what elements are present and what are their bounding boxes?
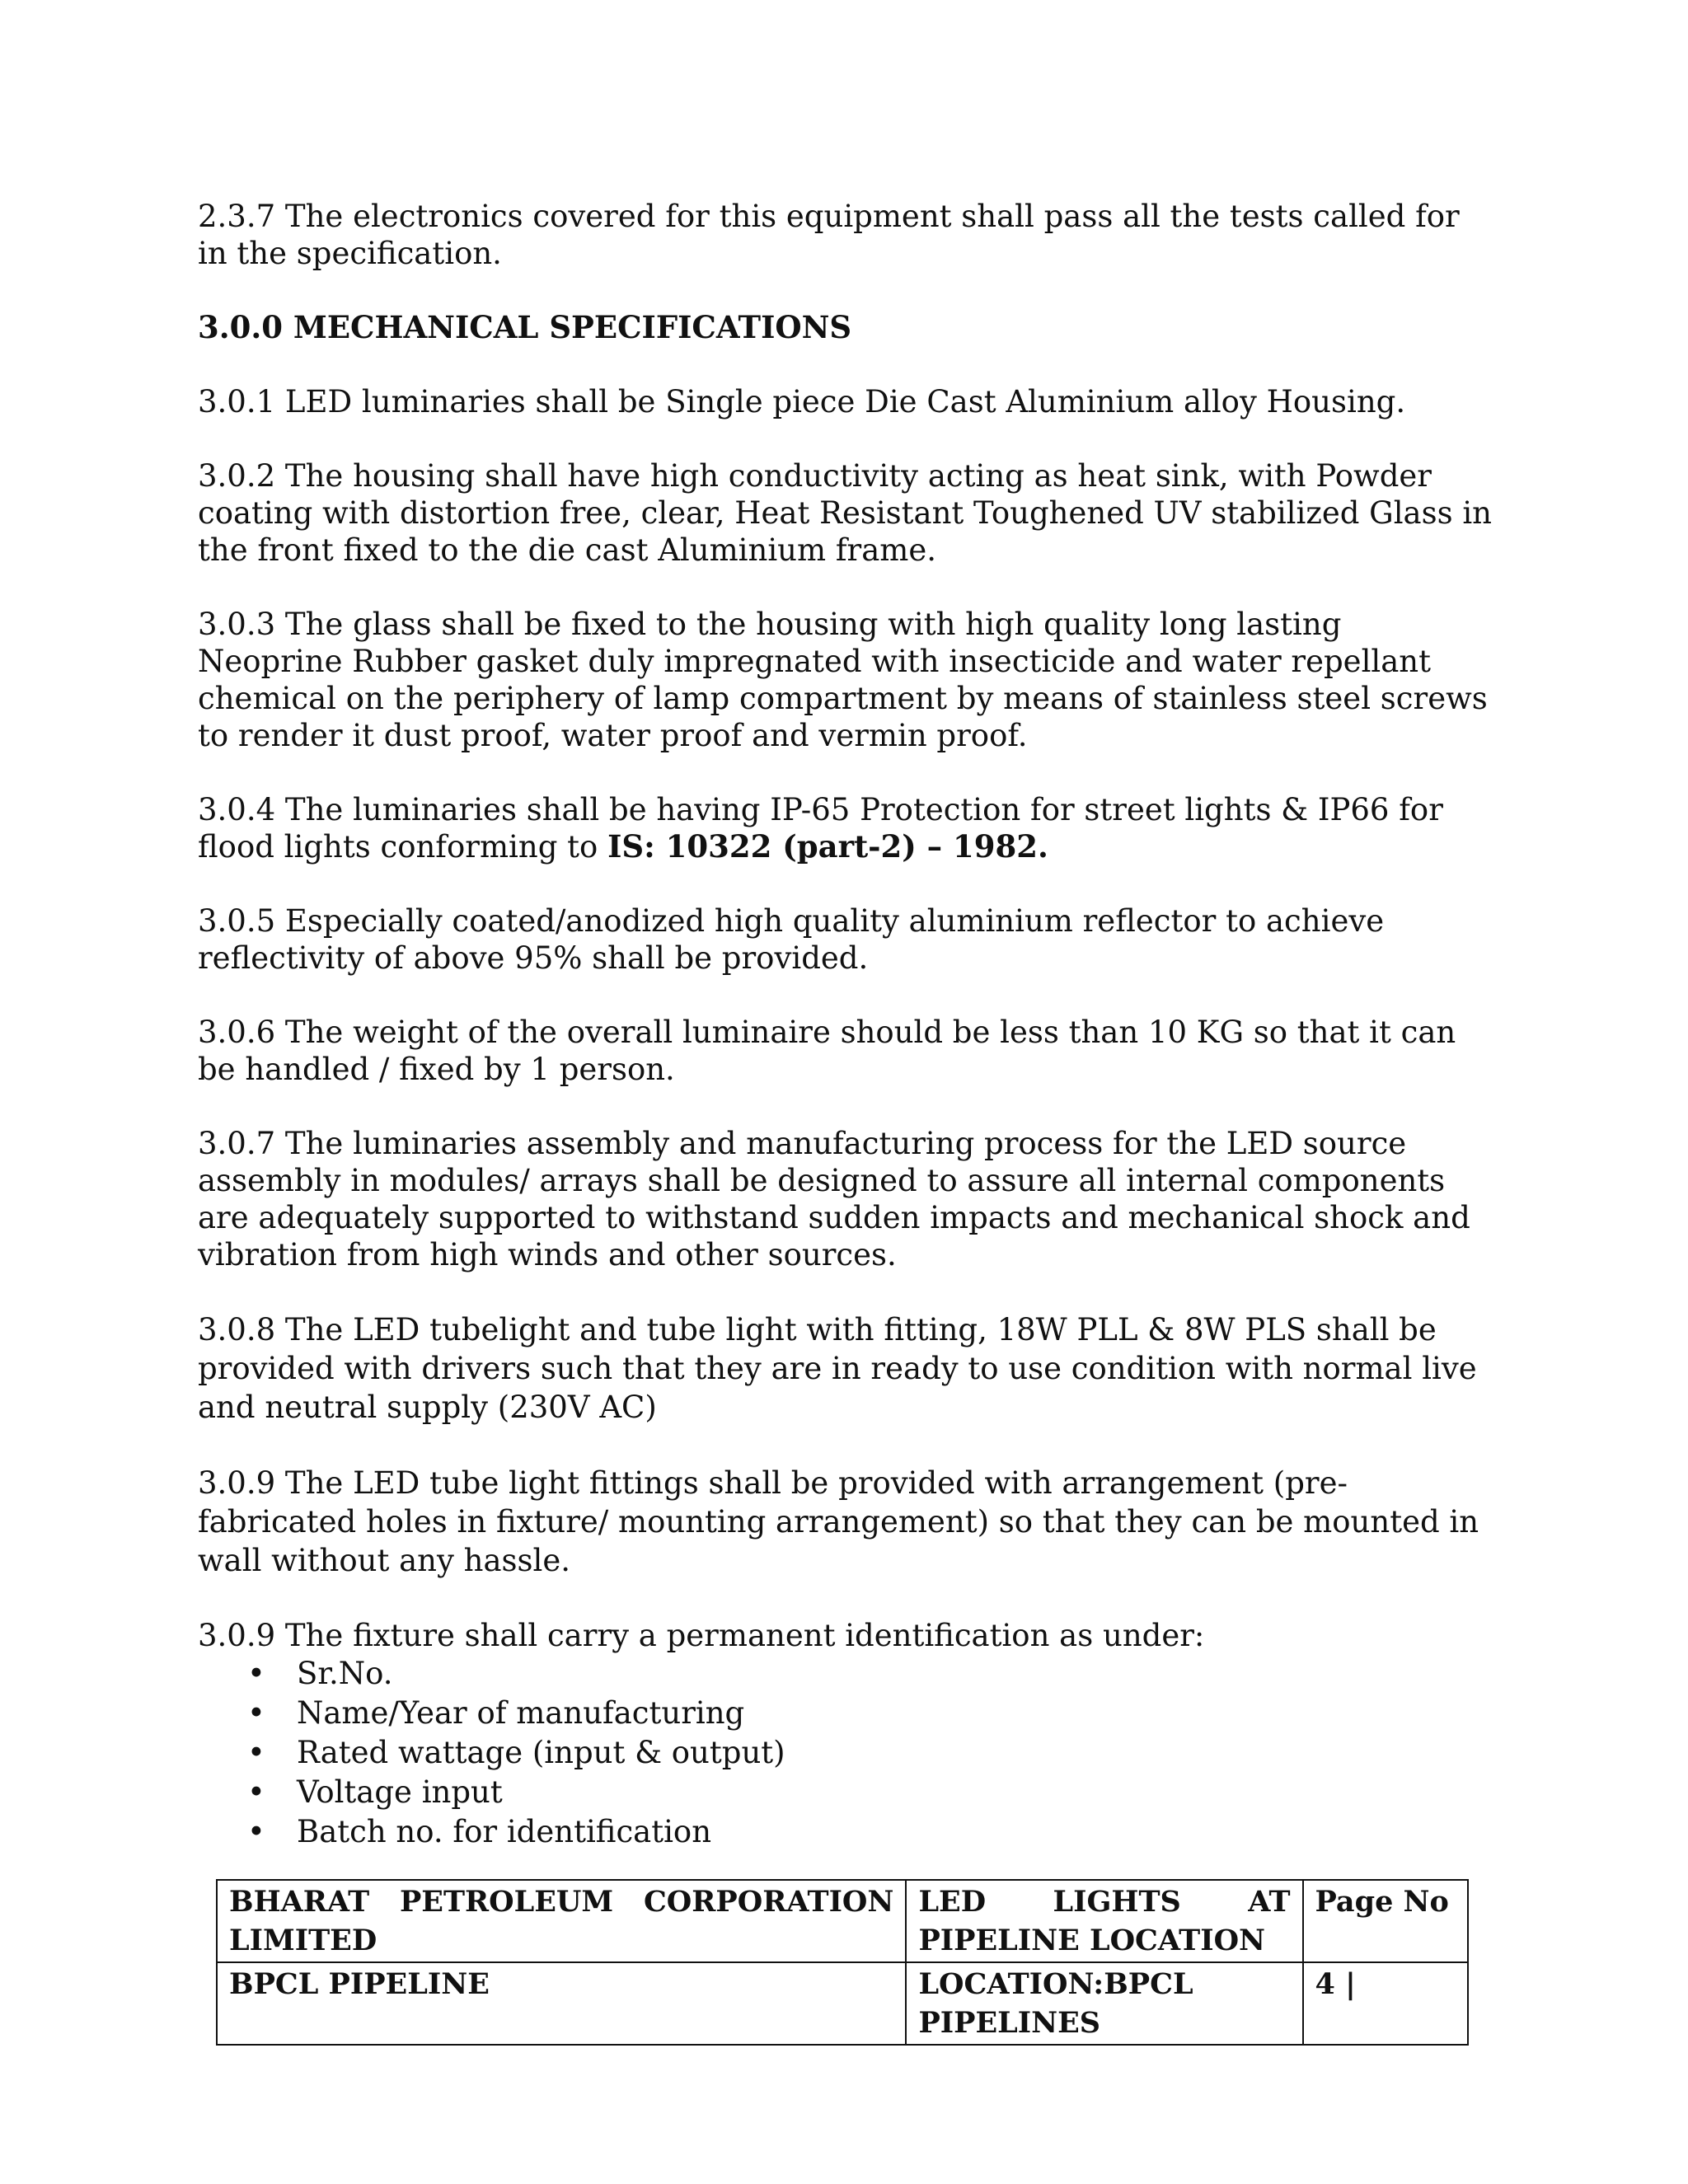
paragraph-3-0-9-a: 3.0.9 The LED tube light fittings shall be provided with arrangement (pre-fabricated holes in fixture/ mounting arrangement) so that they can be mounted in wall without any hassle. [198,1465,1479,1578]
footer-page-number-cell: 4 | [1303,1962,1468,2045]
footer-location-cell [906,1962,1302,2045]
project-line1 [918,1882,1290,1921]
paragraph-3-0-4-text: 3.0.4 The luminaries shall be having IP-65 Protection for street lights & IP66 for flood lights conforming to [198,792,1443,865]
paragraph-3-0-9-b: 3.0.9 The fixture shall carry a permanent identification as under: [198,1618,1205,1653]
section-heading-mechanical: 3.0.0 MECHANICAL SPECIFICATIONS [198,309,852,345]
footer-word: LED [918,1885,987,1919]
table-row [217,1962,1468,2045]
identification-list [198,1654,1492,1852]
paragraph-3-0-1: 3.0.1 LED luminaries shall be Single piece Die Cast Aluminium alloy Housing. [198,384,1406,419]
footer-word: PETROLEUM [399,1885,614,1919]
footer-word: AT [1248,1885,1291,1919]
company-name-line2: LIMITED [229,1924,377,1957]
bullet-icon: • [247,1774,265,1810]
footer-page-label-cell: Page No [1303,1880,1468,1962]
bullet-icon: • [247,1814,265,1849]
location-line2: PIPELINES [918,2006,1101,2040]
footer-division-cell: BPCL PIPELINE [217,1962,906,2045]
bullet-icon: • [247,1735,265,1770]
standard-reference: IS: 10322 (part-2) – 1982. [607,828,1048,865]
paragraph-3-0-2: 3.0.2 The housing shall have high conductivity acting as heat sink, with Powder coating with distortion free, clear, Heat Resistant Toughened UV stabilized Glass in the front fixed to the die cast Aluminium frame. [198,458,1493,568]
footer-company-cell [217,1880,906,1962]
paragraph-3-0-8: 3.0.8 The LED tubelight and tube light with fitting, 18W PLL & 8W PLS shall be provided with drivers such that they are in ready to use condition with normal live and neutral supply (230V AC) [198,1312,1477,1425]
paragraph-3-0-3: 3.0.3 The glass shall be fixed to the housing with high quality long lasting Neoprine Rubber gasket duly impregnated with insecticide and water repellant chemical on the periphery of lamp compartment by means of stainless steel screws to render it dust proof, water proof and vermin proof. [198,607,1488,753]
list-item: • Voltage input [198,1773,1492,1812]
list-item: • Sr.No. [198,1654,1492,1694]
footer-project-cell [906,1880,1302,1962]
table-row [217,1880,1468,1962]
company-name-line1 [229,1882,893,1921]
paragraph-3-0-7: 3.0.7 The luminaries assembly and manufacturing process for the LED source assembly in modules/ arrays shall be designed to assure all internal components are adequately supported to withstand sudden impacts and mechanical shock and vibration from high winds and other sources. [198,1126,1470,1272]
paragraph-2-3-7: 2.3.7 The electronics covered for this equipment shall pass all the tests called for in the specification. [198,199,1460,271]
footer-table [216,1879,1469,2046]
paragraph-3-0-5: 3.0.5 Especially coated/anodized high quality aluminium reflector to achieve reflectivity of above 95% shall be provided. [198,903,1385,976]
list-item: • Batch no. for identification [198,1812,1492,1852]
footer-word: BHARAT [229,1885,370,1919]
footer-word: LIGHTS [1053,1885,1181,1919]
list-item: • Rated wattage (input & output) [198,1733,1492,1773]
footer-word: CORPORATION [643,1885,894,1919]
document-page [198,198,1492,1852]
bullet-icon: • [247,1656,265,1691]
location-line1: LOCATION:BPCL [918,1967,1193,2001]
project-line2: PIPELINE LOCATION [918,1924,1266,1957]
paragraph-3-0-4 [198,791,1492,865]
list-item: • Name/Year of manufacturing [198,1694,1492,1733]
paragraph-3-0-6: 3.0.6 The weight of the overall luminaire should be less than 10 KG so that it can be handled / fixed by 1 person. [198,1015,1456,1087]
bullet-icon: • [247,1695,265,1731]
